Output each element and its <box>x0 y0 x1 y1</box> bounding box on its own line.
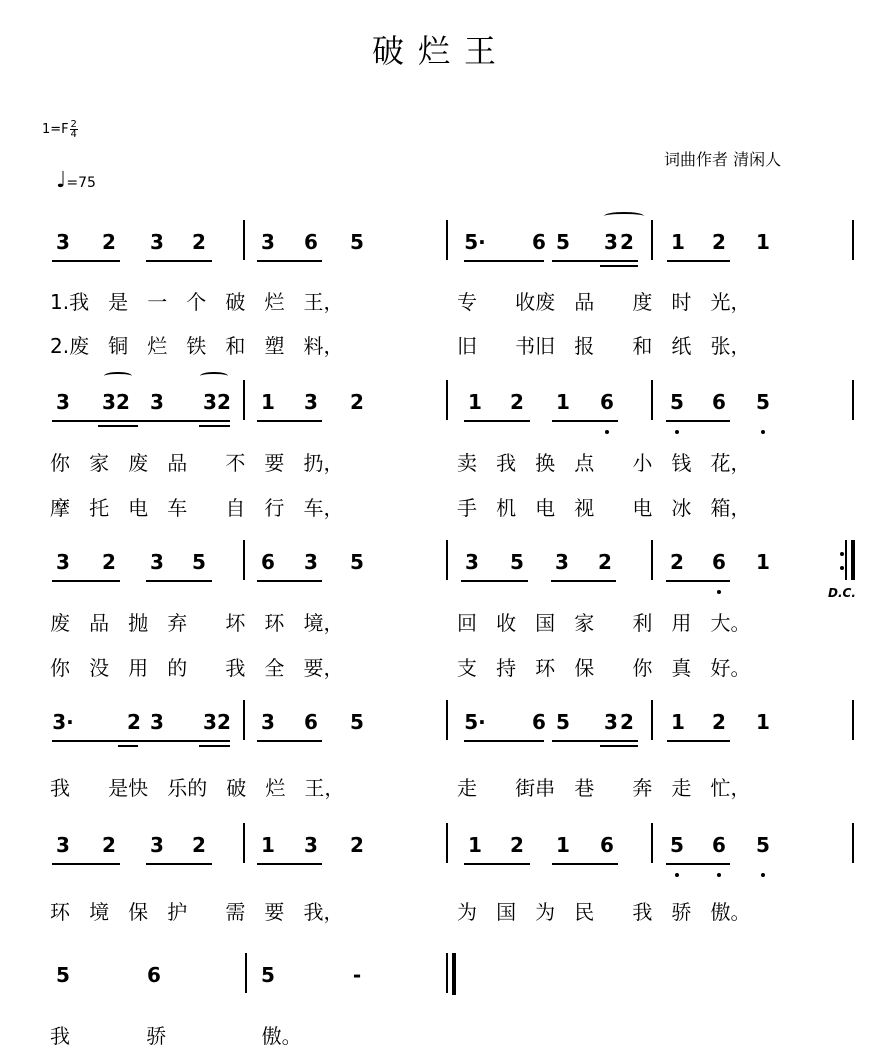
note: 3 <box>150 230 164 254</box>
octave-dot <box>717 590 721 594</box>
beam-underline <box>257 420 322 422</box>
beam-underline <box>552 420 618 422</box>
note: 3 <box>555 550 569 574</box>
lyric-line-right: 支 持 环 保 你 真 好。 <box>457 656 751 680</box>
beam-underline <box>52 580 120 582</box>
note: 5 <box>756 390 770 414</box>
bar-line <box>852 700 854 740</box>
note: 5 <box>350 550 364 574</box>
note: 5 <box>556 230 570 254</box>
bar-line <box>651 380 653 420</box>
beam-underline <box>52 863 120 865</box>
double-beam <box>199 425 230 427</box>
note: 6 <box>147 963 161 987</box>
beam-underline <box>667 740 730 742</box>
da-capo-mark: D.C. <box>828 586 856 600</box>
note: 1 <box>556 833 570 857</box>
bar-line <box>446 220 448 260</box>
note: 5 <box>556 710 570 734</box>
beam-underline <box>552 863 618 865</box>
octave-dot <box>675 873 679 877</box>
bar-line <box>651 700 653 740</box>
note: 1 <box>756 550 770 574</box>
lyric-line: 我 骄 傲。 <box>50 1024 302 1048</box>
lyric-line: 我 是快 乐的 破 烂 王， <box>50 776 345 800</box>
note: 3· <box>52 710 74 734</box>
note: 2 <box>127 710 141 734</box>
lyric-line-right: 卖 我 换 点 小 钱 花， <box>457 451 751 475</box>
beam-underline <box>257 580 322 582</box>
octave-dot <box>675 430 679 434</box>
beam-underline <box>666 863 730 865</box>
note: 6 <box>600 390 614 414</box>
note: 6 <box>600 833 614 857</box>
note: 3 <box>261 710 275 734</box>
beam-underline <box>52 740 230 742</box>
lyric-line: 1.我 是 一 个 破 烂 王， <box>50 290 344 314</box>
bar-line <box>852 220 854 260</box>
lyric-line: 2.废 铜 烂 铁 和 塑 料， <box>50 334 344 358</box>
note: 2 <box>510 833 524 857</box>
meter-top: 2 <box>70 119 77 130</box>
note: 3 <box>56 833 70 857</box>
note: 5 <box>670 390 684 414</box>
note: 1 <box>671 230 685 254</box>
note: 5 <box>261 963 275 987</box>
note: 2 <box>102 230 116 254</box>
note: 1 <box>556 390 570 414</box>
beam-underline <box>52 420 230 422</box>
note: 3 <box>203 710 217 734</box>
bar-line <box>651 823 653 863</box>
beam-underline <box>666 420 730 422</box>
note: 1 <box>261 833 275 857</box>
meter-bottom: 4 <box>70 129 77 140</box>
note: 1 <box>671 710 685 734</box>
beam-underline <box>461 580 528 582</box>
bar-line <box>852 380 854 420</box>
note: 2 <box>620 710 634 734</box>
song-title: 破烂王 <box>371 32 510 70</box>
tempo-value: =75 <box>66 175 96 191</box>
note: 3 <box>150 390 164 414</box>
slur-arc <box>200 372 228 380</box>
slur-arc <box>604 212 644 220</box>
bar-line <box>243 380 245 420</box>
note: 5 <box>350 230 364 254</box>
note: 2 <box>102 833 116 857</box>
note: 2 <box>598 550 612 574</box>
lyric-line: 摩 托 电 车 自 行 车， <box>50 496 344 520</box>
bar-line <box>446 953 448 993</box>
lyric-line: 废 品 抛 弃 坏 环 境， <box>50 611 344 635</box>
double-beam <box>600 265 638 267</box>
note: - <box>352 963 362 987</box>
note: 1 <box>756 230 770 254</box>
octave-dot <box>605 430 609 434</box>
beam-underline <box>552 260 638 262</box>
note: 2 <box>670 550 684 574</box>
note: 6 <box>712 833 726 857</box>
lyric-line-right: 旧 书旧 报 和 纸 张， <box>457 334 751 358</box>
note: 3 <box>203 390 217 414</box>
key-text: 1=F <box>42 122 69 137</box>
beam-underline <box>257 863 322 865</box>
note: 5 <box>192 550 206 574</box>
bar-line <box>243 540 245 580</box>
note: 1 <box>468 390 482 414</box>
note: 2 <box>510 390 524 414</box>
note: 3 <box>102 390 116 414</box>
octave-dot <box>717 873 721 877</box>
lyric-line-right: 手 机 电 视 电 冰 箱， <box>457 496 751 520</box>
note: 1 <box>468 833 482 857</box>
bar-line <box>446 700 448 740</box>
note: 2 <box>620 230 634 254</box>
double-beam <box>600 745 638 747</box>
beam-underline <box>551 580 616 582</box>
repeat-dot <box>840 566 844 570</box>
note: 6 <box>712 550 726 574</box>
lyric-line-right: 回 收 国 家 利 用 大。 <box>457 611 751 635</box>
note: 6 <box>304 710 318 734</box>
repeat-dot <box>840 552 844 556</box>
bar-line <box>446 540 448 580</box>
note: 3 <box>604 230 618 254</box>
note: 2 <box>192 833 206 857</box>
beam-underline <box>146 863 212 865</box>
note: 3 <box>150 833 164 857</box>
note: 3 <box>56 390 70 414</box>
note: 3 <box>604 710 618 734</box>
tempo-marking <box>56 168 96 193</box>
note: 2 <box>192 230 206 254</box>
beam-underline <box>52 260 120 262</box>
lyric-line-right: 专 收废 品 度 时 光， <box>457 290 751 314</box>
note: 2 <box>217 390 231 414</box>
note: 1 <box>756 710 770 734</box>
lyric-line-right: 为 国 为 民 我 骄 傲。 <box>457 900 751 924</box>
note: 6 <box>712 390 726 414</box>
bar-line <box>446 380 448 420</box>
slur-arc <box>104 372 132 380</box>
note: 3 <box>150 710 164 734</box>
note: 2 <box>116 390 130 414</box>
lyric-line: 你 没 用 的 我 全 要， <box>50 656 344 680</box>
note: 2 <box>350 833 364 857</box>
quarter-note-icon: ♩ <box>56 168 67 193</box>
beam-underline <box>146 260 212 262</box>
composer-credit: 词曲作者 清闲人 <box>664 150 782 169</box>
note: 3 <box>465 550 479 574</box>
note: 2 <box>102 550 116 574</box>
repeat-bar-thin <box>845 540 847 580</box>
note: 5 <box>510 550 524 574</box>
final-bar-line <box>452 953 456 995</box>
bar-line <box>243 700 245 740</box>
note: 2 <box>712 710 726 734</box>
double-beam <box>98 425 138 427</box>
note: 3 <box>150 550 164 574</box>
bar-line <box>852 823 854 863</box>
note: 2 <box>217 710 231 734</box>
note: 5 <box>350 710 364 734</box>
repeat-bar-thick <box>851 540 855 580</box>
lyric-line: 你 家 废 品 不 要 扔， <box>50 451 344 475</box>
note: 6 <box>532 230 546 254</box>
beam-underline <box>552 740 638 742</box>
note: 5· <box>464 710 486 734</box>
beam-underline <box>257 740 322 742</box>
bar-line <box>651 220 653 260</box>
lyric-line: 环 境 保 护 需 要 我， <box>50 900 344 924</box>
beam-underline <box>464 740 544 742</box>
octave-dot <box>761 873 765 877</box>
double-beam <box>118 745 138 747</box>
note: 3 <box>56 550 70 574</box>
note: 1 <box>261 390 275 414</box>
beam-underline <box>257 260 322 262</box>
beam-underline <box>464 260 544 262</box>
time-signature <box>70 120 78 139</box>
bar-line <box>651 540 653 580</box>
note: 3 <box>261 230 275 254</box>
note: 5 <box>56 963 70 987</box>
double-beam <box>199 745 230 747</box>
beam-underline <box>666 580 730 582</box>
note: 6 <box>261 550 275 574</box>
key-signature <box>42 120 78 139</box>
note: 5 <box>756 833 770 857</box>
note: 2 <box>712 230 726 254</box>
beam-underline <box>464 863 530 865</box>
note: 3 <box>304 390 318 414</box>
note: 6 <box>532 710 546 734</box>
beam-underline <box>464 420 530 422</box>
bar-line <box>243 823 245 863</box>
bar-line <box>446 823 448 863</box>
bar-line <box>243 220 245 260</box>
beam-underline <box>667 260 730 262</box>
note: 5· <box>464 230 486 254</box>
octave-dot <box>761 430 765 434</box>
note: 2 <box>350 390 364 414</box>
lyric-line-right: 走 街串 巷 奔 走 忙， <box>457 776 751 800</box>
note: 3 <box>304 833 318 857</box>
bar-line <box>245 953 247 993</box>
beam-underline <box>146 580 212 582</box>
note: 3 <box>304 550 318 574</box>
note: 3 <box>56 230 70 254</box>
note: 6 <box>304 230 318 254</box>
note: 5 <box>670 833 684 857</box>
